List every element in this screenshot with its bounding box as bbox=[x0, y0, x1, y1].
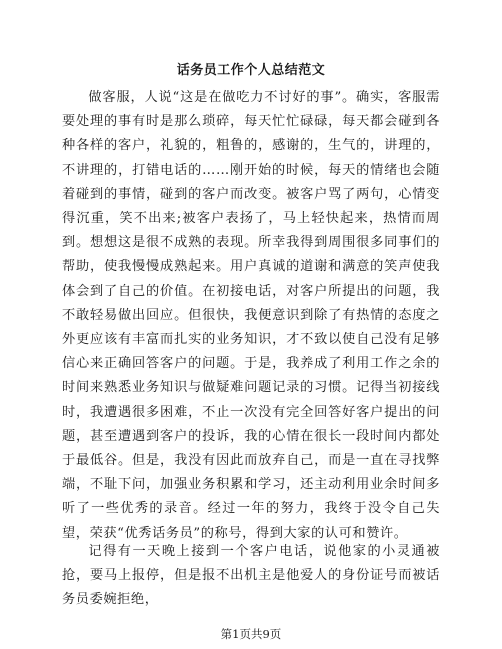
paragraph-1: 做客服，人说“这是在做吃力不讨好的事”。确实，客服需要处理的事有时是那么琐碎，每天忙忙碌碌，每天都会碰到各种各样的客户，礼貌的，粗鲁的，感谢的，生气的，讲理的，不讲理的，打错电话的……刚开始的时候，每天的情绪也会随着碰到的事情，碰到的客户而改变。被客户骂了两句，心情变得沉重，笑不出来;被客户表扬了，马上轻快起来，热情而周到。想想这是很不成熟的表现。所幸我得到周围很多同事们的帮助，使我慢慢成熟起来。用户真诚的道谢和满意的笑声使我体会到了自己的价值。在初接电话，对客户所提出的问题，我不敢轻易做出回应。但很快，我便意识到除了有热情的态度之外更应该有丰富而扎实的业务知识，才不致以使自己没有足够信心来正确回答客户的问题。于是，我养成了利用工作之余的时间来熟悉业务知识与做疑难问题记录的习惯。记得当初接线时，我遭遇很多困难，不止一次没有完全回答好客户提出的问题，甚至遭遇到客户的投诉，我的心情在很长一段时间内都处于最低谷。但是，我没有因此而放弃自己，而是一直在寻找弊端，不耻下问，加强业务积累和学习，还主动利用业余时间多听了一些优秀的录音。经过一年的努力，我终于没令自己失望，荣获“优秀话务员”的称号，得到大家的认可和赞许。 bbox=[62, 90, 440, 541]
page-number-footer: 第1页共9页 bbox=[220, 627, 282, 641]
paragraph-2: 记得有一天晚上接到一个客户电话，说他家的小灵通被抢，要马上报停，但是报不出机主是他爱人的身份证号而被话务员委婉拒绝， bbox=[62, 544, 440, 608]
document-title: 话务员工作个人总结范文 bbox=[176, 63, 326, 78]
